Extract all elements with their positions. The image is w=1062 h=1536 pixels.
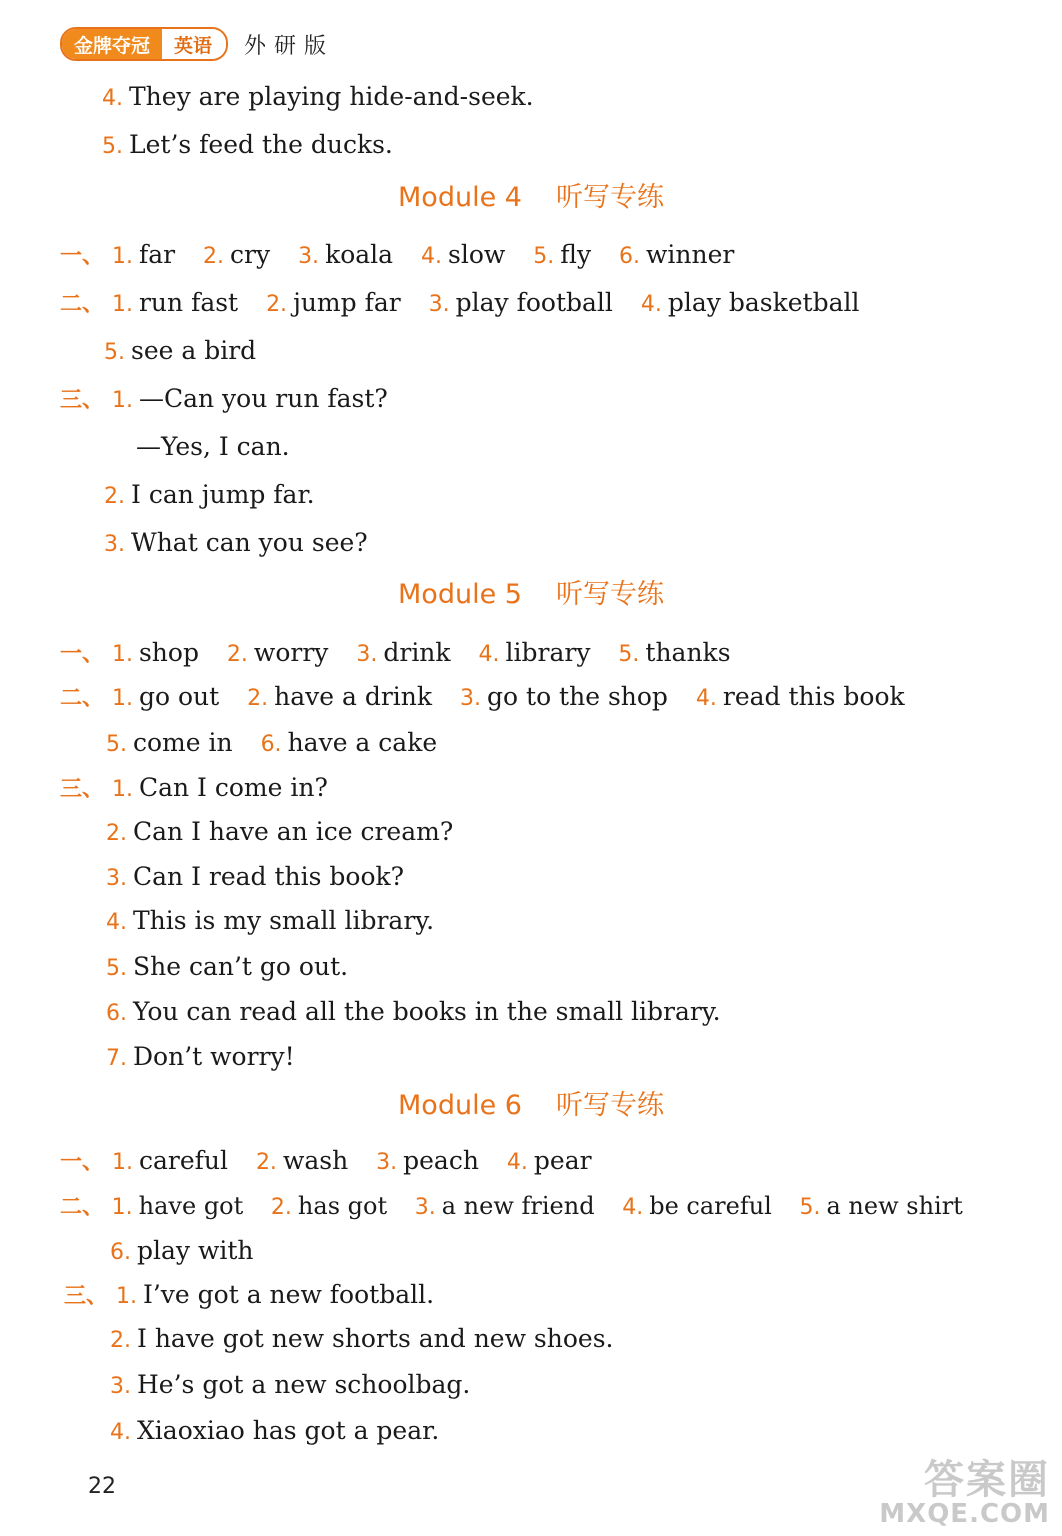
answer-line: [60, 680, 905, 716]
item-number: 2.: [255, 1150, 277, 1175]
answer-text: far: [138, 240, 176, 269]
answer-line: [106, 995, 721, 1031]
item-number: 2.: [270, 1195, 292, 1220]
answer-line: [60, 286, 859, 322]
answer-text: She can’t go out.: [133, 952, 349, 981]
item-number: 4.: [106, 910, 127, 935]
item-number: 3.: [460, 686, 482, 711]
section-label: 二、: [60, 686, 105, 711]
answer-text: I have got new shorts and new shoes.: [137, 1324, 614, 1353]
item-number: 3.: [110, 1374, 131, 1399]
answer-line: [60, 771, 328, 807]
answer-line: [106, 726, 437, 762]
section-label: 一、: [60, 244, 105, 269]
item-number: 4.: [622, 1195, 644, 1220]
module-title-en: Module 5: [398, 579, 522, 610]
answer-text: read this book: [722, 682, 905, 711]
answer-line: [106, 904, 434, 940]
answer-text: go out: [138, 682, 220, 711]
item-number: 2.: [110, 1328, 131, 1353]
answer-text: be careful: [649, 1192, 772, 1220]
item-number: 2.: [203, 244, 225, 269]
item-number: 2.: [106, 821, 127, 846]
answer-text: —Can you run fast?: [138, 384, 388, 413]
item-number: 3.: [414, 1195, 436, 1220]
answer-line: [106, 1040, 295, 1076]
answer-text: Can I read this book?: [133, 862, 405, 891]
answer-text: I can jump far.: [131, 480, 315, 509]
item-number: 1.: [111, 292, 133, 317]
answer-text: peach: [403, 1146, 479, 1175]
item-number: 3.: [104, 532, 125, 557]
answer-text: have got: [138, 1192, 244, 1220]
answer-text: They are playing hide-and-seek.: [129, 82, 534, 111]
item-number: 3.: [428, 292, 450, 317]
watermark-logo-text: 答案圈: [924, 1457, 1050, 1503]
module-title-cn: 听写专练: [555, 182, 664, 213]
answer-text: come in: [133, 728, 233, 757]
item-number: 6.: [260, 732, 282, 757]
item-number: 5.: [618, 642, 640, 667]
answer-text: see a bird: [131, 336, 257, 365]
answer-line: [110, 1322, 614, 1358]
answer-text: winner: [646, 240, 735, 269]
item-number: 7.: [106, 1046, 127, 1071]
section-label: 二、: [60, 1195, 105, 1220]
item-number: 5.: [799, 1195, 821, 1220]
item-number: 3.: [356, 642, 378, 667]
item-number: 3.: [376, 1150, 398, 1175]
answer-line: [60, 1144, 592, 1180]
item-number: 4.: [102, 86, 123, 111]
answer-text: have a drink: [274, 682, 433, 711]
answer-text: wash: [282, 1146, 349, 1175]
module-title: [0, 1086, 1062, 1126]
answer-text: You can read all the books in the small library.: [133, 997, 721, 1026]
answer-line: [106, 950, 348, 986]
section-label: 三、: [64, 1284, 109, 1309]
answer-text: He’s got a new schoolbag.: [137, 1370, 471, 1399]
answer-line: [110, 1368, 470, 1404]
answer-text: fly: [560, 240, 592, 269]
item-number: 1.: [111, 1195, 133, 1220]
item-number: 1.: [111, 777, 133, 802]
item-number: 4.: [110, 1420, 131, 1445]
answer-line: [60, 382, 388, 418]
item-number: 4.: [695, 686, 717, 711]
module-title: [0, 575, 1062, 615]
answer-text: worry: [253, 638, 329, 667]
brand-name: 金牌夺冠: [62, 29, 162, 59]
answer-text: drink: [383, 638, 451, 667]
item-number: 5.: [533, 244, 555, 269]
item-number: 6.: [106, 1001, 127, 1026]
section-label: 三、: [60, 777, 105, 802]
answer-text: Xiaoxiao has got a pear.: [137, 1416, 440, 1445]
item-number: 1.: [111, 244, 133, 269]
item-number: 6.: [619, 244, 641, 269]
item-number: 2.: [247, 686, 269, 711]
item-number: 2.: [104, 484, 125, 509]
page-number: 22: [88, 1474, 116, 1499]
item-number: 4.: [478, 642, 500, 667]
answer-text: slow: [448, 240, 506, 269]
item-number: 5.: [106, 956, 127, 981]
answer-text: What can you see?: [131, 528, 368, 557]
item-number: 4.: [506, 1150, 528, 1175]
item-number: 5.: [104, 340, 125, 365]
section-label: 一、: [60, 1150, 105, 1175]
module-title-en: Module 6: [398, 1090, 522, 1121]
answer-text: thanks: [645, 638, 731, 667]
module-title-en: Module 4: [398, 182, 522, 213]
answer-text: has got: [297, 1192, 388, 1220]
answer-text: a new shirt: [826, 1192, 963, 1220]
section-label: 一、: [60, 642, 105, 667]
module-title-cn: 听写专练: [555, 1090, 664, 1121]
answer-line: [110, 1234, 254, 1270]
item-number: 1.: [111, 1150, 133, 1175]
edition-label: 外研版: [244, 33, 335, 59]
answer-line: [110, 1414, 439, 1450]
answer-line: [136, 430, 290, 464]
item-number: 5.: [102, 134, 123, 159]
answer-text: koala: [325, 240, 394, 269]
section-label: 二、: [60, 292, 105, 317]
module-title-cn: 听写专练: [555, 579, 664, 610]
answer-line: [60, 1189, 963, 1225]
answer-line: [104, 478, 315, 514]
item-number: 1.: [115, 1284, 137, 1309]
answer-line: [106, 860, 404, 896]
answer-text: Don’t worry!: [133, 1042, 295, 1071]
item-number: 2.: [266, 292, 288, 317]
item-number: 3.: [106, 866, 127, 891]
brand-badge: [60, 27, 228, 61]
answer-text: cry: [230, 240, 271, 269]
answer-text: library: [505, 638, 591, 667]
answer-text: run fast: [138, 288, 239, 317]
watermark: [879, 1457, 1050, 1529]
item-number: 4.: [421, 244, 443, 269]
item-number: 1.: [111, 388, 133, 413]
page-header: [60, 28, 334, 60]
answer-text: play with: [137, 1236, 254, 1265]
answer-text: I’ve got a new football.: [142, 1280, 435, 1309]
answer-text: have a cake: [287, 728, 438, 757]
module-title: [0, 178, 1062, 218]
item-number: 6.: [110, 1240, 131, 1265]
item-number: 1.: [111, 686, 133, 711]
answer-line: [102, 128, 393, 164]
watermark-url: MXQE.COM: [879, 1499, 1050, 1529]
section-label: 三、: [60, 388, 105, 413]
answer-text: pear: [533, 1146, 592, 1175]
item-number: 3.: [298, 244, 320, 269]
answer-line: [60, 636, 731, 672]
item-number: 4.: [640, 292, 662, 317]
answer-text: go to the shop: [487, 682, 668, 711]
answer-text: Let’s feed the ducks.: [129, 130, 393, 159]
answer-text: Can I come in?: [138, 773, 328, 802]
answer-text: play basketball: [667, 288, 860, 317]
answer-line: [104, 334, 256, 370]
answer-line: [64, 1278, 434, 1314]
answer-text: play football: [455, 288, 613, 317]
item-number: 2.: [226, 642, 248, 667]
answer-text: Can I have an ice cream?: [133, 817, 454, 846]
answer-line: [102, 80, 534, 116]
subject-label: 英语: [162, 29, 226, 59]
answer-text: jump far: [293, 288, 401, 317]
item-number: 5.: [106, 732, 127, 757]
answer-line: [60, 238, 734, 274]
answer-text: shop: [138, 638, 199, 667]
answer-text: This is my small library.: [133, 906, 435, 935]
item-number: 1.: [111, 642, 133, 667]
answer-text: careful: [138, 1146, 228, 1175]
answer-line: [106, 815, 453, 851]
answer-line: [104, 526, 368, 562]
answer-text: a new friend: [441, 1192, 595, 1220]
answer-text: —Yes, I can.: [136, 432, 290, 461]
